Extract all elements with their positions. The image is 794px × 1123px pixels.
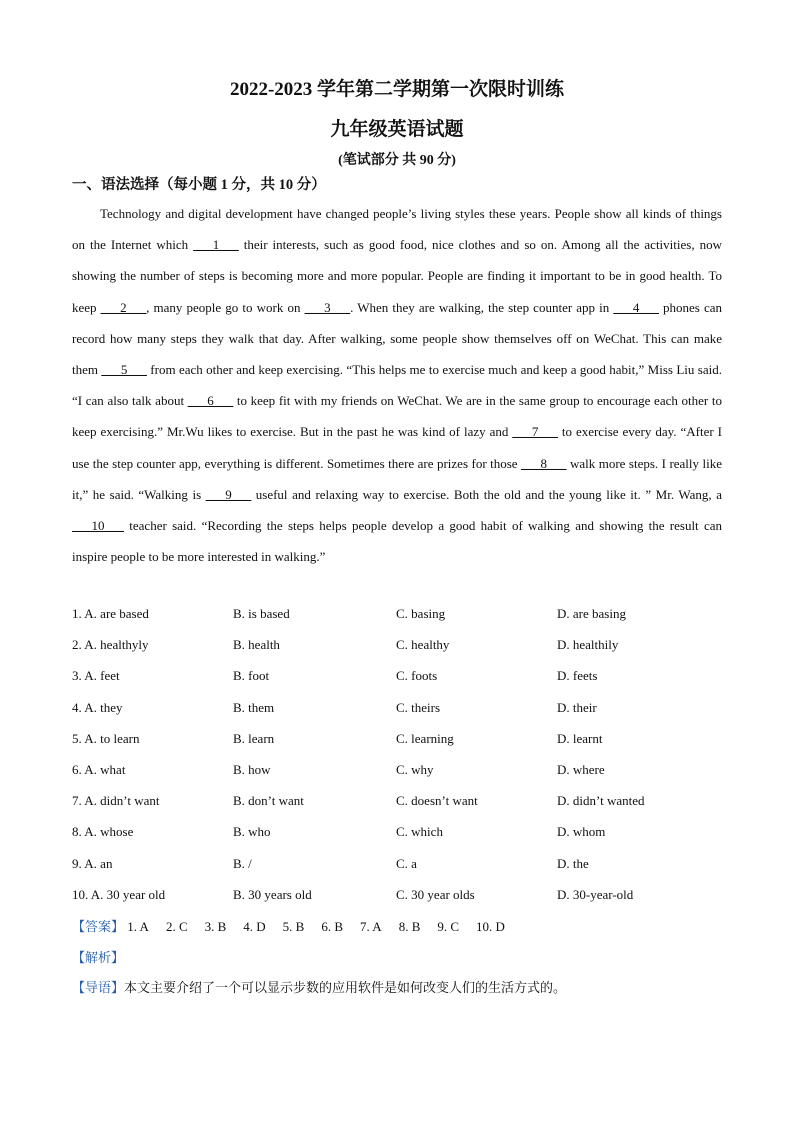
- option-c: C. why: [396, 761, 434, 777]
- section-heading: 一、语法选择（每小题 1 分，共 10 分）: [72, 177, 326, 193]
- answer-item: 9. C: [437, 919, 460, 934]
- answer-label: 【答案】: [72, 920, 125, 935]
- exam-title: 2022-2023 学年第二学期第一次限时训练: [229, 79, 565, 100]
- cloze-blank: ___7___: [512, 424, 558, 440]
- question-options-row: [72, 785, 722, 816]
- option-b: B. health: [233, 637, 280, 653]
- answer-item: 2. C: [165, 919, 188, 934]
- cloze-blank: ___6___: [187, 393, 234, 409]
- option-d: D. healthily: [557, 637, 619, 653]
- option-d: D. whom: [557, 824, 606, 840]
- passage-text: teacher said. “Recording the steps helps people develop a good habit of walking and showing the result can inspire people to be more interested in walking.”: [72, 518, 722, 565]
- question-options-row: [72, 848, 722, 879]
- option-a: 2. A. healthyly: [72, 637, 149, 653]
- cloze-passage: [72, 198, 722, 572]
- option-b: B. 30 years old: [233, 886, 312, 902]
- option-d: D. learnt: [557, 730, 603, 746]
- option-c: C. foots: [396, 668, 438, 684]
- passage-text: phones can record how many steps they walk that day. After walking, some people show themselves off on WeChat. This can make them: [72, 299, 723, 378]
- passage-text: , many people go to work on: [146, 299, 305, 315]
- option-c: C. basing: [396, 606, 446, 621]
- exam-score-note: (笔试部分 共 90 分): [338, 153, 456, 168]
- cloze-blank: ___3___: [304, 299, 351, 315]
- passage-text: useful and relaxing way to exercise. Both the old and the young like it. ” Mr. Wang, a: [251, 486, 722, 502]
- passage-text: to keep fit with my friends on WeChat. We are in the same group to encourage each other to keep exercising.” Mr.Wu likes to exercise. But in the past he was kind of lazy and: [72, 393, 722, 440]
- question-options-row: [72, 692, 722, 723]
- guide-line: [72, 973, 566, 1004]
- option-c: C. theirs: [396, 699, 441, 715]
- exam-subtitle: 九年级英语试题: [330, 119, 464, 140]
- answer-item: 6. B: [321, 919, 344, 934]
- option-d: D. 30-year-old: [557, 886, 634, 902]
- passage-text: Technology and digital development have changed people’s living styles these years. People show all kinds of things on the Internet which: [72, 206, 722, 253]
- cloze-blank: ___9___: [205, 486, 252, 502]
- option-d: D. didn’t wanted: [557, 793, 645, 809]
- option-c: C. a: [396, 855, 417, 871]
- option-a: 6. A. what: [72, 761, 126, 777]
- option-a: 3. A. feet: [72, 668, 120, 684]
- option-c: C. healthy: [396, 637, 450, 653]
- answer-item: 7. A: [360, 919, 382, 934]
- question-options-row: [72, 629, 722, 660]
- passage-text: . When they are walking, the step counter app in: [350, 299, 614, 315]
- option-b: B. who: [233, 824, 271, 840]
- option-d: D. are basing: [557, 606, 626, 621]
- answer-item: 10. D: [476, 919, 505, 934]
- options-list: [72, 598, 722, 910]
- option-b: B. /: [233, 855, 252, 871]
- analysis-line: [72, 942, 124, 974]
- question-options-row: [72, 598, 722, 629]
- option-a: 10. A. 30 year old: [72, 886, 166, 902]
- analysis-label: 【解析】: [72, 951, 125, 966]
- option-a: 7. A. didn’t want: [72, 793, 160, 809]
- answer-item: 4. D: [243, 919, 266, 934]
- passage-text: walk more steps. I really like it,” he said. “Walking is: [72, 455, 722, 502]
- question-options-row: [72, 816, 722, 847]
- answer-item: 3. B: [204, 919, 227, 934]
- question-options-row: [72, 879, 722, 910]
- option-a: 5. A. to learn: [72, 730, 140, 746]
- cloze-blank: ___10___: [72, 518, 124, 534]
- option-d: D. their: [557, 699, 597, 715]
- guide-text: 本文主要介绍了一个可以显示步数的应用软件是如何改变人们的生活方式的。: [124, 981, 567, 996]
- option-b: B. foot: [233, 668, 270, 684]
- question-options-row: [72, 660, 722, 691]
- passage-text: their interests, such as good food, nice clothes and so on. Among all the activities, now showing the number of steps is becoming more and more popular. People are finding it important to be in good health. To keep: [72, 237, 722, 315]
- cloze-blank: ___2___: [100, 299, 147, 315]
- answer-item: 5. B: [282, 919, 305, 934]
- option-d: D. where: [557, 761, 605, 777]
- question-options-row: [72, 723, 722, 754]
- question-options-row: [72, 754, 722, 785]
- cloze-blank: ___1___: [193, 237, 239, 253]
- option-d: D. feets: [557, 668, 598, 684]
- option-a: 8. A. whose: [72, 824, 134, 840]
- option-b: B. don’t want: [233, 793, 304, 809]
- passage-text: to exercise every day. “After I use the step counter app, everything is different. Sometimes there are prizes for those: [72, 424, 723, 471]
- guide-label: 【导语】: [72, 981, 125, 996]
- answer-item: 1. A: [127, 919, 149, 934]
- option-c: C. which: [396, 824, 443, 840]
- option-b: B. them: [233, 699, 275, 715]
- option-a: 4. A. they: [72, 699, 123, 715]
- option-c: C. 30 year olds: [396, 886, 475, 902]
- option-b: B. is based: [233, 606, 290, 621]
- option-b: B. learn: [233, 730, 275, 746]
- option-a: 1. A. are based: [72, 606, 149, 621]
- option-c: C. doesn’t want: [396, 793, 478, 809]
- passage-text: from each other and keep exercising. “This helps me to exercise much and keep a good habit,” Miss Liu said. “I can also talk about: [72, 362, 722, 409]
- cloze-blank: ___4___: [613, 299, 659, 315]
- option-c: C. learning: [396, 730, 454, 746]
- option-d: D. the: [557, 855, 589, 871]
- cloze-blank: ___8___: [521, 455, 567, 471]
- answer-item: 8. B: [398, 919, 421, 934]
- option-a: 9. A. an: [72, 855, 113, 871]
- option-b: B. how: [233, 761, 271, 777]
- cloze-blank: ___5___: [101, 362, 147, 378]
- answer-line: [72, 911, 522, 943]
